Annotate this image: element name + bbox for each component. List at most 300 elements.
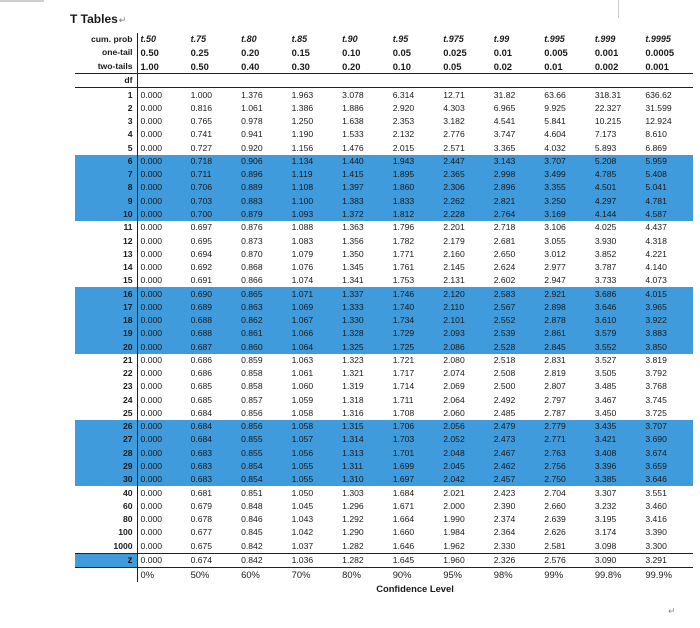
table-cell: 3.250: [541, 195, 592, 208]
table-cell: 3.396: [592, 460, 643, 473]
table-cell: 1.050: [291, 487, 314, 498]
table-cell: 0.856: [238, 420, 289, 433]
table-cell: 0.683: [188, 460, 239, 473]
table-cell: 4.437: [645, 222, 667, 233]
df-label: 25: [75, 407, 137, 420]
table-row: [75, 394, 693, 407]
table-cell: 3.922: [642, 314, 693, 327]
table-cell: 0.000: [137, 447, 188, 460]
table-cell: 1.701: [390, 447, 441, 460]
confidence-caption-row: [75, 582, 693, 595]
table-cell: 0.000: [137, 433, 188, 446]
table-cell: 3.485: [594, 381, 617, 392]
table-cell: 0.855: [238, 447, 289, 460]
table-cell: 2.878: [541, 314, 592, 327]
table-cell: 3.930: [594, 235, 617, 246]
table-cell: 0.687: [188, 341, 239, 354]
table-cell: 1.088: [291, 222, 314, 233]
table-cell: 0.727: [190, 142, 213, 153]
table-cell: 2.756: [541, 460, 592, 473]
table-cell: 2.567: [491, 301, 542, 314]
table-cell: 1.063: [291, 354, 314, 365]
table-cell: 1.076: [291, 262, 314, 273]
table-cell: 0.684: [188, 420, 239, 433]
table-cell: 2.787: [544, 407, 566, 418]
table-cell: 2.581: [544, 540, 566, 551]
df-label: 10: [75, 208, 137, 221]
table-cell: 1.476: [342, 142, 364, 153]
table-cell: 2.120: [440, 287, 491, 300]
table-cell: 3.460: [645, 500, 667, 511]
one-tail-value: 0.001: [594, 47, 619, 59]
one-tail-value: 0.25: [190, 47, 209, 59]
df-label: 60: [75, 500, 137, 513]
df-label: 17: [75, 301, 137, 314]
table-cell: 0.000: [137, 195, 188, 208]
table-cell: 1.250: [291, 116, 314, 127]
table-cell: 0.000: [140, 354, 163, 365]
table-cell: 3.965: [642, 301, 693, 314]
table-cell: 3.421: [592, 433, 643, 446]
table-cell: 63.66: [544, 89, 566, 100]
table-cell: 0.000: [140, 487, 163, 498]
table-cell: 2.052: [440, 433, 491, 446]
table-cell: 3.098: [594, 540, 617, 551]
two-tails-value: 0.20: [339, 60, 390, 74]
header-row-two-tails: [75, 60, 693, 74]
confidence-value: 99.8%: [594, 569, 622, 581]
table-cell: 1.533: [342, 129, 364, 140]
df-label: 11: [75, 221, 137, 234]
empty-cell: [491, 73, 542, 87]
df-label: 80: [75, 513, 137, 526]
table-row: [75, 473, 693, 486]
table-cell: 1.057: [289, 433, 340, 446]
table-cell: 0.690: [188, 287, 239, 300]
table-cell: 1.962: [443, 540, 465, 551]
table-cell: 4.144: [592, 208, 643, 221]
table-cell: 0.685: [190, 381, 213, 392]
table-cell: 1.886: [342, 102, 364, 113]
df-label: 4: [75, 128, 137, 141]
t-distribution-table: [75, 33, 693, 595]
table-cell: 3.174: [594, 527, 617, 538]
table-cell: 3.745: [645, 394, 667, 405]
table-cell: 1.963: [291, 89, 314, 100]
table-cell: 1.782: [392, 235, 415, 246]
table-cell: 3.365: [493, 142, 516, 153]
column-symbol: t.75: [190, 34, 207, 45]
table-cell: 0.941: [241, 129, 263, 140]
table-cell: 1.036: [289, 553, 340, 567]
table-cell: 3.055: [544, 235, 566, 246]
table-cell: 5.408: [642, 168, 693, 181]
table-cell: 1.074: [291, 275, 314, 286]
table-row: [75, 407, 693, 420]
table-cell: 2.365: [440, 168, 491, 181]
one-tail-value: 0.0005: [645, 47, 675, 59]
table-cell: 1.960: [440, 553, 491, 567]
table-cell: 0.000: [137, 301, 188, 314]
table-cell: 0.000: [140, 527, 163, 538]
table-cell: 2.101: [440, 314, 491, 327]
one-tail-value: 0.20: [241, 47, 260, 59]
empty-cell: [289, 73, 340, 87]
table-cell: 1.190: [291, 129, 314, 140]
table-cell: 0.675: [190, 540, 213, 551]
table-cell: 2.093: [440, 327, 491, 340]
table-cell: 0.000: [140, 368, 163, 379]
df-label: 3: [75, 115, 137, 128]
df-label: 21: [75, 354, 137, 367]
table-cell: 6.965: [493, 102, 516, 113]
one-tail-value: 0.025: [443, 47, 467, 59]
table-cell: 0.868: [241, 262, 263, 273]
table-cell: 0.865: [238, 287, 289, 300]
table-row: [75, 248, 693, 261]
column-symbol: t.85: [291, 34, 308, 45]
table-cell: 1.725: [390, 341, 441, 354]
table-cell: 0.000: [137, 168, 188, 181]
table-cell: 3.307: [594, 487, 617, 498]
table-cell: 1.711: [392, 394, 414, 405]
table-cell: 1.100: [289, 195, 340, 208]
table-cell: 0.000: [137, 553, 188, 567]
table-row: [75, 341, 693, 354]
table-cell: 2.131: [443, 275, 465, 286]
table-cell: 0.688: [188, 327, 239, 340]
table-cell: 0.678: [190, 514, 213, 525]
table-cell: 0.859: [241, 354, 263, 365]
table-cell: 1.671: [392, 500, 415, 511]
table-cell: 3.707: [541, 155, 592, 168]
df-label: 20: [75, 341, 137, 354]
table-cell: 3.883: [642, 327, 693, 340]
table-cell: 1.282: [342, 540, 364, 551]
table-cell: 0.000: [140, 500, 163, 511]
one-tail-value: 0.15: [291, 47, 310, 59]
table-cell: 1.895: [390, 168, 441, 181]
df-label: 26: [75, 420, 137, 433]
table-cell: 1.372: [339, 208, 390, 221]
table-row: [75, 513, 693, 526]
table-cell: 3.659: [642, 460, 693, 473]
df-label: 30: [75, 473, 137, 486]
table-cell: 1.067: [289, 314, 340, 327]
table-cell: 1.311: [339, 460, 390, 473]
empty-cell: [592, 73, 643, 87]
table-row: [75, 314, 693, 327]
table-cell: 0.000: [140, 89, 163, 100]
empty-cell: [75, 568, 137, 582]
df-label: 8: [75, 181, 137, 194]
table-cell: 3.852: [594, 248, 617, 259]
table-cell: 2.602: [493, 275, 516, 286]
table-cell: 0.855: [238, 433, 289, 446]
table-cell: 2.080: [443, 354, 465, 365]
table-cell: 1.292: [342, 514, 364, 525]
table-row: [75, 274, 693, 287]
table-cell: 2.921: [541, 287, 592, 300]
table-row: [75, 115, 693, 128]
table-cell: 1.290: [342, 527, 364, 538]
table-cell: 2.492: [493, 394, 516, 405]
table-cell: 2.069: [443, 381, 465, 392]
table-cell: 1.708: [392, 407, 415, 418]
column-symbol: t.999: [594, 34, 616, 45]
table-cell: 0.718: [188, 155, 239, 168]
df-label: 22: [75, 367, 137, 380]
df-label: 14: [75, 261, 137, 274]
table-cell: 1.341: [342, 275, 364, 286]
table-body: [75, 33, 693, 595]
table-cell: 0.876: [241, 222, 263, 233]
table-cell: 2.306: [440, 181, 491, 194]
table-cell: 0.000: [137, 460, 188, 473]
table-cell: 2.015: [392, 142, 415, 153]
table-cell: 4.297: [592, 195, 643, 208]
table-cell: 1.071: [289, 287, 340, 300]
table-cell: 3.467: [594, 394, 617, 405]
table-cell: 2.977: [544, 262, 566, 273]
table-cell: 3.768: [645, 381, 667, 392]
table-cell: 1.684: [392, 487, 415, 498]
table-cell: 0.000: [140, 540, 163, 551]
confidence-value: 70%: [291, 569, 311, 581]
table-cell: 1.069: [289, 301, 340, 314]
table-row: [75, 168, 693, 181]
table-cell: 1.037: [291, 540, 314, 551]
table-cell: 1.746: [390, 287, 441, 300]
df-label: 13: [75, 248, 137, 261]
table-row: [75, 221, 693, 234]
table-cell: 2.467: [491, 447, 542, 460]
table-cell: 2.048: [440, 447, 491, 460]
table-cell: 2.528: [491, 341, 542, 354]
table-cell: 2.552: [491, 314, 542, 327]
table-cell: 2.160: [443, 248, 465, 259]
table-cell: 1.058: [289, 420, 340, 433]
two-tails-value: 0.10: [390, 60, 441, 74]
table-cell: 3.850: [642, 341, 693, 354]
z-row: [75, 553, 693, 567]
two-tails-value: 0.50: [188, 60, 239, 74]
row-label: two-tails: [75, 60, 137, 74]
table-cell: 2.457: [491, 473, 542, 486]
table-cell: 0.679: [190, 500, 213, 511]
z-label: z: [75, 553, 137, 567]
table-cell: 2.626: [544, 527, 566, 538]
table-cell: 6.869: [645, 142, 667, 153]
table-cell: 1.313: [339, 447, 390, 460]
table-cell: 2.423: [493, 487, 516, 498]
table-cell: 1.664: [392, 514, 415, 525]
page-corner-mark: [0, 0, 44, 2]
confidence-row: [75, 568, 693, 582]
table-cell: 2.718: [493, 222, 516, 233]
table-cell: 1.350: [342, 248, 364, 259]
page-title: T Tables↵: [70, 12, 127, 26]
column-symbol: t.975: [443, 34, 464, 45]
header-row-df: [75, 73, 693, 87]
table-cell: 1.699: [390, 460, 441, 473]
table-cell: 0.684: [188, 433, 239, 446]
table-cell: 1.323: [342, 354, 364, 365]
table-cell: 4.541: [493, 116, 516, 127]
table-cell: 3.674: [642, 447, 693, 460]
table-cell: 1.108: [289, 181, 340, 194]
table-cell: 2.228: [440, 208, 491, 221]
table-cell: 0.000: [140, 129, 163, 140]
table-cell: 1.337: [339, 287, 390, 300]
confidence-level-label: Confidence Level: [376, 582, 454, 594]
column-symbol: t.50: [140, 34, 157, 45]
table-cell: 5.959: [642, 155, 693, 168]
table-cell: 0.845: [241, 527, 263, 538]
table-cell: 22.327: [594, 102, 622, 113]
two-tails-value: 0.002: [592, 60, 643, 74]
table-cell: 0.920: [241, 142, 263, 153]
table-cell: 3.552: [592, 341, 643, 354]
table-cell: 31.599: [645, 102, 672, 113]
df-label: 2: [75, 102, 137, 115]
table-row: [75, 102, 693, 115]
table-cell: 1.376: [241, 89, 263, 100]
table-cell: 2.374: [493, 514, 516, 525]
table-cell: 0.862: [238, 314, 289, 327]
table-cell: 2.650: [493, 248, 516, 259]
table-cell: 5.041: [642, 181, 693, 194]
table-cell: 0.856: [241, 407, 263, 418]
table-cell: 4.587: [642, 208, 693, 221]
table-cell: 1.440: [339, 155, 390, 168]
table-cell: 0.691: [190, 275, 213, 286]
table-cell: 2.819: [544, 368, 566, 379]
table-cell: 2.797: [544, 394, 566, 405]
table-cell: 2.353: [392, 116, 415, 127]
table-cell: 0.870: [241, 248, 263, 259]
table-cell: 1.079: [291, 248, 314, 259]
table-row: [75, 420, 693, 433]
table-cell: 1.318: [342, 394, 364, 405]
table-cell: 3.747: [493, 129, 516, 140]
table-row: [75, 500, 693, 513]
table-cell: 1.330: [339, 314, 390, 327]
table-cell: 1.321: [342, 368, 364, 379]
two-tails-value: 0.001: [642, 60, 693, 74]
table-row: [75, 128, 693, 141]
table-cell: 2.704: [544, 487, 566, 498]
table-cell: 4.073: [645, 275, 667, 286]
table-row: [75, 208, 693, 221]
table-cell: 1.296: [342, 500, 364, 511]
table-cell: 2.898: [541, 301, 592, 314]
table-cell: 1.055: [289, 473, 340, 486]
table-cell: 2.920: [392, 102, 415, 113]
table-cell: 0.000: [140, 275, 163, 286]
table-cell: 3.551: [645, 487, 667, 498]
table-cell: 3.408: [592, 447, 643, 460]
confidence-value: 99%: [544, 569, 564, 581]
table-cell: 1.000: [190, 89, 213, 100]
table-cell: 4.140: [645, 262, 667, 273]
table-cell: 1.356: [342, 235, 364, 246]
table-cell: 0.863: [238, 301, 289, 314]
one-tail-value: 0.01: [493, 47, 513, 59]
table-cell: 1.066: [289, 327, 340, 340]
table-cell: 2.821: [491, 195, 542, 208]
table-cell: 0.000: [137, 327, 188, 340]
table-cell: 2.896: [491, 181, 542, 194]
table-cell: 3.499: [541, 168, 592, 181]
table-cell: 0.681: [190, 487, 213, 498]
table-cell: 2.042: [440, 473, 491, 486]
table-cell: 0.000: [140, 142, 163, 153]
table-cell: 2.179: [443, 235, 465, 246]
table-cell: 2.539: [491, 327, 542, 340]
table-cell: 3.646: [592, 301, 643, 314]
table-row: [75, 142, 693, 155]
table-cell: 4.303: [443, 102, 465, 113]
df-label: 1: [75, 88, 137, 102]
table-cell: 2.074: [443, 368, 465, 379]
table-cell: 2.330: [493, 540, 516, 551]
empty-cell: [440, 73, 491, 87]
table-cell: 0.896: [238, 168, 289, 181]
table-cell: 0.683: [188, 447, 239, 460]
table-cell: 2.064: [443, 394, 465, 405]
table-cell: 1.042: [291, 527, 314, 538]
table-cell: 2.000: [443, 500, 465, 511]
table-cell: 0.816: [190, 102, 213, 113]
table-cell: 1.706: [390, 420, 441, 433]
table-cell: 3.232: [594, 500, 617, 511]
table-cell: 3.143: [491, 155, 542, 168]
table-cell: 6.314: [392, 89, 415, 100]
table-cell: 2.779: [541, 420, 592, 433]
table-cell: 0.686: [190, 354, 213, 365]
table-cell: 1.333: [339, 301, 390, 314]
table-cell: 0.703: [188, 195, 239, 208]
table-cell: 7.173: [594, 129, 617, 140]
paragraph-mark-icon: ↵: [118, 15, 127, 25]
table-cell: 1.860: [390, 181, 441, 194]
table-cell: 0.000: [140, 407, 163, 418]
table-cell: 0.906: [238, 155, 289, 168]
table-cell: 3.106: [544, 222, 566, 233]
table-row: [75, 447, 693, 460]
table-cell: 2.624: [493, 262, 516, 273]
table-cell: 2.045: [440, 460, 491, 473]
row-label: one-tail: [75, 46, 137, 59]
table-cell: 0.000: [137, 473, 188, 486]
df-label: 7: [75, 168, 137, 181]
two-tails-value: 0.02: [491, 60, 542, 74]
table-cell: 1.729: [390, 327, 441, 340]
table-cell: 5.208: [592, 155, 643, 168]
table-cell: 1.156: [291, 142, 314, 153]
table-cell: 2.518: [493, 354, 516, 365]
table-cell: 0.000: [137, 208, 188, 221]
table-cell: 1.415: [339, 168, 390, 181]
table-cell: 1.740: [390, 301, 441, 314]
table-cell: 1.056: [289, 447, 340, 460]
column-symbol: t.9995: [645, 34, 671, 45]
confidence-value: 80%: [342, 569, 361, 581]
table-cell: 0.700: [188, 208, 239, 221]
table-cell: 2.262: [440, 195, 491, 208]
table-cell: 2.060: [443, 407, 465, 418]
